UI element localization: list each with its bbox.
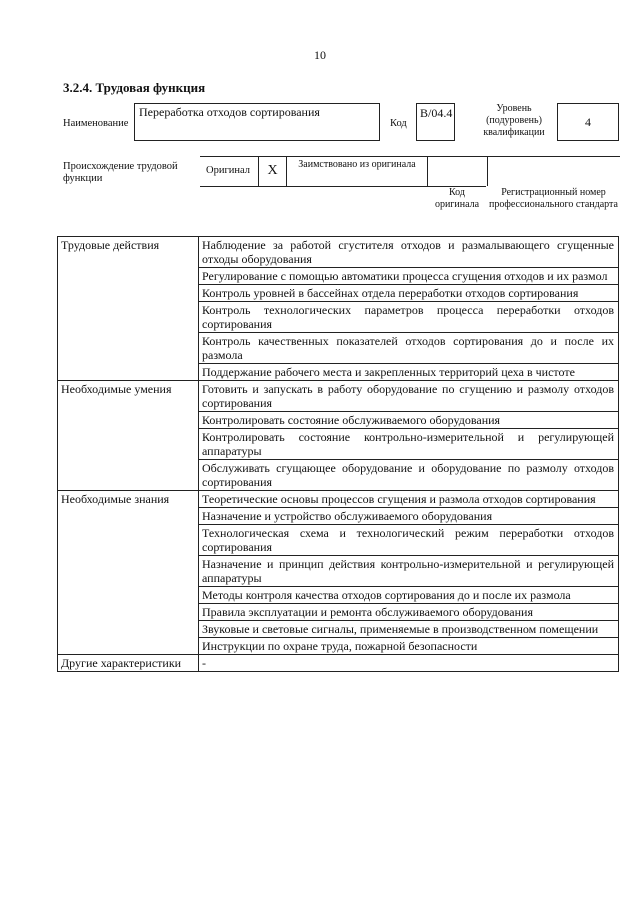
category-cell	[58, 556, 199, 587]
category-cell	[58, 460, 199, 491]
table-row	[58, 364, 619, 381]
table-row	[58, 429, 619, 460]
name-label: Наименование	[63, 118, 129, 129]
category-cell	[58, 412, 199, 429]
original-mark: X	[258, 156, 286, 186]
category-cell	[58, 429, 199, 460]
category-cell	[58, 621, 199, 638]
item-cell: Инструкции по охране труда, пожарной безопасности	[199, 638, 619, 655]
code-original-cell	[427, 156, 487, 186]
origin-label: Происхождение трудовой функции	[63, 161, 178, 184]
category-cell: Другие характеристики	[58, 655, 199, 672]
table-row	[58, 525, 619, 556]
page-number: 10	[314, 48, 326, 62]
table-row	[58, 556, 619, 587]
origin-row	[200, 156, 620, 186]
table-row	[58, 491, 619, 508]
reg-number-label: Регистрационный номер профессионального стандарта	[489, 187, 618, 210]
item-cell: Назначение и принцип действия контрольно-измерительной и регулирующей аппаратуры	[199, 556, 619, 587]
item-cell: Контроль качественных показателей отходов сортирования до и после их размола	[199, 333, 619, 364]
item-cell: Звуковые и световые сигналы, применяемые в производственном помещении	[199, 621, 619, 638]
item-cell: Обслуживать сгущающее оборудование и оборудование по размолу отходов сортирования	[199, 460, 619, 491]
table-row	[58, 268, 619, 285]
item-cell: Контролировать состояние контрольно-измерительной и регулирующей аппаратуры	[199, 429, 619, 460]
item-cell: Контролировать состояние обслуживаемого оборудования	[199, 412, 619, 429]
table-row	[58, 460, 619, 491]
reg-number-cell	[487, 156, 620, 186]
competency-table	[57, 236, 619, 672]
category-cell	[58, 364, 199, 381]
table-row	[58, 638, 619, 655]
item-cell: Наблюдение за работой сгустителя отходов и размалывающего сгущенные отходы оборудования	[199, 237, 619, 268]
table-row	[58, 621, 619, 638]
item-cell: -	[199, 655, 619, 672]
table-row	[58, 285, 619, 302]
item-cell: Технологическая схема и технологический режим переработки отходов сортирования	[199, 525, 619, 556]
function-name-value: Переработка отходов сортирования	[134, 103, 380, 141]
item-cell: Назначение и устройство обслуживаемого оборудования	[199, 508, 619, 525]
category-cell: Необходимые знания	[58, 491, 199, 508]
category-cell	[58, 285, 199, 302]
item-cell: Контроль технологических параметров процесса переработки отходов сортирования	[199, 302, 619, 333]
table-row	[58, 508, 619, 525]
category-cell: Необходимые умения	[58, 381, 199, 412]
item-cell: Поддержание рабочего места и закрепленных территорий цеха в чистоте	[199, 364, 619, 381]
item-cell: Контроль уровней в бассейнах отдела переработки отходов сортирования	[199, 285, 619, 302]
category-cell	[58, 587, 199, 604]
category-cell: Трудовые действия	[58, 237, 199, 268]
code-original-label: Код оригинала	[434, 187, 480, 210]
item-cell: Регулирование с помощью автоматики процесса сгущения отходов и их размол	[199, 268, 619, 285]
category-cell	[58, 268, 199, 285]
section-title: 3.2.4. Трудовая функция	[63, 80, 206, 95]
item-cell: Правила эксплуатации и ремонта обслуживаемого оборудования	[199, 604, 619, 621]
category-cell	[58, 604, 199, 621]
qualification-level-value: 4	[557, 103, 619, 141]
table-row	[58, 302, 619, 333]
original-label: Оригинал	[206, 165, 250, 176]
category-cell	[58, 525, 199, 556]
table-row	[58, 381, 619, 412]
category-cell	[58, 302, 199, 333]
table-row	[58, 412, 619, 429]
table-row	[58, 604, 619, 621]
table-row	[58, 237, 619, 268]
table-row	[58, 587, 619, 604]
table-row	[58, 655, 619, 672]
item-cell: Теоретические основы процессов сгущения и размола отходов сортирования	[199, 491, 619, 508]
function-code-value: B/04.4	[416, 103, 455, 141]
item-cell: Готовить и запускать в работу оборудование по сгущению и размолу отходов сортирования	[199, 381, 619, 412]
item-cell: Методы контроля качества отходов сортирования до и после их размола	[199, 587, 619, 604]
qualification-level-label: Уровень (подуровень) квалификации	[483, 103, 545, 138]
origin-top-line	[200, 156, 620, 157]
category-cell	[58, 508, 199, 525]
table-row	[58, 333, 619, 364]
code-label: Код	[390, 118, 407, 129]
category-cell	[58, 638, 199, 655]
borrowed-label: Заимствовано из оригинала	[286, 156, 427, 186]
category-cell	[58, 333, 199, 364]
